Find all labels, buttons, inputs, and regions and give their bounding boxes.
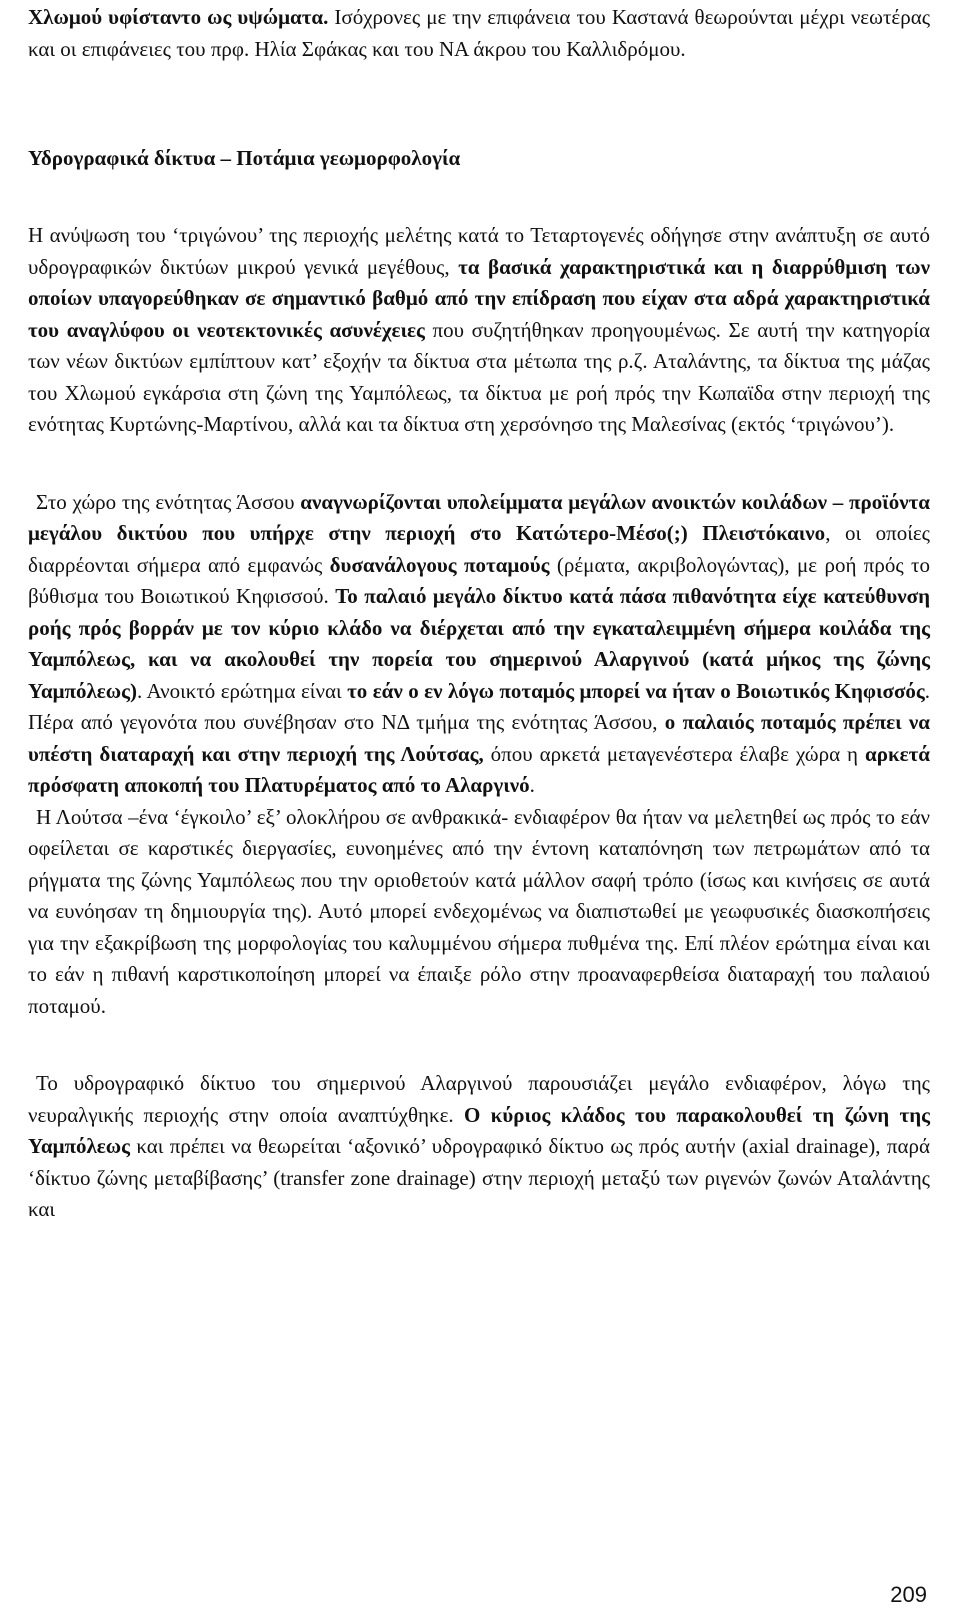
page-number: 209	[890, 1582, 927, 1607]
text-run: Το παλαιό μεγάλο δίκτυο κατά πάσα πιθανότητα είχε κατεύθυνση ροής πρός βορράν με τον κύριο κλάδο να διέρχεται από την εγκαταλειμμένη σήμερα κοιλάδα της Υαμπόλεως, και να ακολουθεί την πορεία του σημερινού Αλαργινού (κατά μήκος της ζώνης Υαμπόλεως)	[28, 584, 930, 703]
text-run: αναγνωρίζονται υπολείμματα μεγάλων ανοικτών κοιλάδων – προϊόντα μεγάλου δικτύου που υπήρχε στην περιοχή στο Κατώτερο-Μέσο(;) Πλειστόκαινο	[28, 489, 931, 545]
text-run: Ο κύριος κλάδος του παρακολουθεί τη ζώνη της Υαμπόλεως	[28, 1102, 930, 1158]
spacer	[28, 1022, 930, 1068]
text-run: Ισόχρονες με την επιφάνεια του Καστανά θεωρούνται μέχρι νεωτέρας και οι επιφάνειες του πρφ. Ηλία Σφάκας και του ΝΑ άκρου του Καλλιδρόμου.	[28, 5, 931, 61]
paragraph-loutsa	[28, 802, 930, 1023]
text-run: Χλωμού υφίσταντο ως υψώματα.	[28, 5, 329, 29]
text-run: Η Λούτσα –ένα ‘έγκοιλο’ εξ’ ολοκλήρου σε ανθρακικά- ενδιαφέρον θα ήταν να μελετηθεί ως πρός το εάν οφείλεται σε καρστικές διεργασίες, ευνοημένες από την έντονη καταπόνηση των πετρωμάτων από τα ρήγματα της ζώνης Υαμπόλεως που την οριοθετούν κατά μάλλον σαφή τρόπο (ίσως και κινήσεις σε αυτά να ευνόησαν τη δημιουργία της). Αυτό μπορεί ενδεχομένως να διαπιστωθεί με γεωφυσικές διασκοπήσεις για την εξακρίβωση της μορφολογίας του καλυμμένου σήμερα πυθμένα της. Επί πλέον ερώτημα είναι και το εάν η πιθανή καρστικοποίηση μπορεί να έπαιξε ρόλο στην προαναφερθείσα διαταραχή του παλαιού ποταμού.	[28, 804, 930, 1018]
text-run: το εάν ο εν λόγω ποταμός μπορεί να ήταν ο Βοιωτικός Κηφισσός	[347, 678, 925, 703]
paragraph-drainage-networks	[28, 220, 930, 441]
text-run: και πρέπει να θεωρείται ‘αξονικό’ υδρογραφικό δίκτυο ως πρός αυτήν (axial drainage), παρά ‘δίκτυο ζώνης μεταβίβασης’ (transfer zone drainage) στην περιοχή μεταξύ των ριγενών ζωνών Αταλάντης και	[28, 1134, 930, 1221]
text-run: δυσανάλογους ποταμούς	[329, 552, 550, 577]
text-run: (ρέματα, ακριβολογώντας), με ροή πρός το βύθισμα του Βοιωτικού Κηφισσού.	[28, 552, 930, 608]
spacer	[28, 441, 930, 487]
text-run: .	[529, 773, 535, 797]
spacer	[28, 111, 930, 143]
text-run: Η ανύψωση του ‘τριγώνου’ της περιοχής μελέτης κατά το Τεταρτογενές οδήγησε στην ανάπτυξη σε αυτό υδρογραφικών δικτύων μικρού γενικά μεγέθους,	[28, 223, 930, 279]
text-run: , οι οποίες διαρρέονται σήμερα από εμφανώς	[28, 521, 930, 577]
text-run: ο παλαιός ποταμός πρέπει να υπέστη διαταραχή και στην περιοχή της Λούτσας,	[28, 710, 930, 766]
text-run: αρκετά πρόσφατη αποκοπή του Πλατυρέματος από το Αλαργινό	[28, 741, 930, 797]
spacer	[28, 65, 930, 111]
text-run: τα βασικά χαρακτηριστικά και η διαρρύθμιση των οποίων υπαγορεύθηκαν σε σημαντικό βαθμό από την επίδραση που είχαν στα αδρά χαρακτηριστικά του αναγλύφου οι νεοτεκτονικές ασυνέχειες	[28, 254, 930, 342]
paragraph-intro	[28, 2, 930, 65]
text-run: που συζητήθηκαν προηγουμένως. Σε αυτή την κατηγορία των νέων δικτύων εμπίπτουν κατ’ εξοχήν τα δίκτυα στα μέτωπα της ρ.ζ. Αταλάντης, τα δίκτυα της μάζας του Χλωμού εγκάρσια στη ζώνη της Υαμπόλεως, τα δίκτυα με ροή πρός την Κωπαϊδα στην περιοχή της ενότητας Κυρτώνης-Μαρτίνου, αλλά και τα δίκτυα στη χερσόνησο της Μαλεσίνας (εκτός ‘τριγώνου’).	[28, 317, 930, 436]
paragraph-assos-unit	[28, 487, 930, 802]
paragraph-alarginos	[28, 1068, 930, 1226]
section-heading: Υδρογραφικά δίκτυα – Ποτάμια γεωμορφολογία	[28, 145, 461, 170]
text-run: Στο χώρο της ενότητας Άσσου	[36, 489, 301, 514]
text-run: . Ανοικτό ερώτημα είναι	[136, 678, 348, 703]
text-run: όπου αρκετά μεταγενέστερα έλαβε χώρα η	[483, 741, 865, 766]
text-run: . Πέρα από γεγονότα που συνέβησαν στο ΝΔ τμήμα της ενότητας Άσσου,	[28, 678, 930, 734]
text-run: Το υδρογραφικό δίκτυο του σημερινού Αλαργινού παρουσιάζει μεγάλο ενδιαφέρον, λόγω της νευραλγικής περιοχής στην οποία αναπτύχθηκε.	[28, 1071, 930, 1127]
spacer	[28, 174, 930, 220]
